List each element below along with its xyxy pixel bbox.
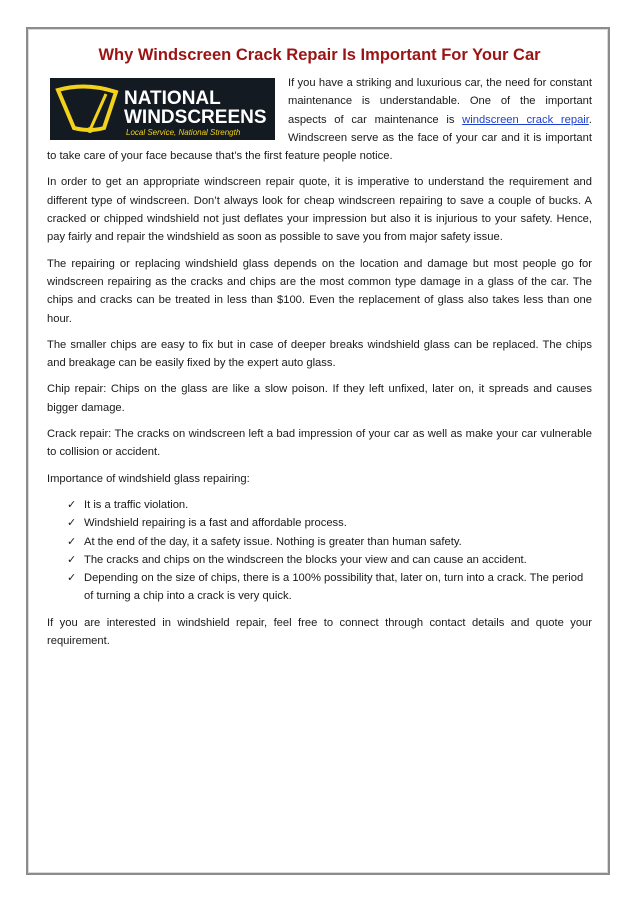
list-item: ✓ Depending on the size of chips, there is a 100% possibility that, later on, turn into a crack. The period of turning a chip into a crack is very quick.: [67, 569, 592, 606]
paragraph-crack-repair: Crack repair: The cracks on windscreen left a bad impression of your car as well as make your car vulnerable to collision or accident.: [47, 428, 592, 459]
intro-section: [47, 74, 592, 165]
list-item: ✓ It is a traffic violation.: [67, 496, 592, 514]
paragraph-importance-heading: Importance of windshield glass repairing:: [47, 472, 250, 485]
check-icon: ✓: [67, 498, 77, 511]
document-body: [47, 44, 592, 658]
paragraph-repair-vs-replace: The repairing or replacing windshield glass depends on the location and damage but most people go for windscreen repairing as the cracks and chips are the most common type damage in a glass of the car. The chips and cracks can be treated in less than $100. Even the replacement of glass also takes less than one hour.: [47, 257, 592, 325]
paragraph-closing: If you are interested in windshield repair, feel free to connect through contact details and quote your requirement.: [47, 616, 592, 648]
check-icon: ✓: [67, 553, 77, 566]
logo-line2: WINDSCREENS: [124, 107, 267, 128]
check-icon: ✓: [67, 517, 77, 530]
paragraph-smaller-chips: The smaller chips are easy to fix but in case of deeper breaks windshield glass can be replaced. The chips and breakage can be easily fixed by the expert auto glass.: [47, 338, 592, 370]
paragraph-chip-repair: Chip repair: Chips on the glass are like a slow poison. If they left unfixed, later on, it spreads and causes bigger damage.: [47, 383, 592, 414]
logo-line1: NATIONAL: [124, 88, 221, 109]
national-windscreens-logo: [50, 78, 275, 140]
list-item: ✓ The cracks and chips on the windscreen the blocks your view and can cause an accident.: [67, 551, 592, 569]
windscreen-crack-repair-link[interactable]: windscreen crack repair: [462, 113, 589, 126]
paragraph-quote: In order to get an appropriate windscreen repair quote, it is imperative to understand the requirement and different type of windscreen. Don’t always look for cheap windscreen repairing to save a couple of bucks. A cracked or chipped windshield not just deflates your impression but also it is injurious to your safety. Hence, pay fairly and repair the windshield as soon as possible to save you from major safety issue.: [47, 176, 592, 244]
list-item: ✓ Windshield repairing is a fast and affordable process.: [67, 514, 592, 532]
list-item: ✓ At the end of the day, it a safety issue. Nothing is greater than human safety.: [67, 533, 592, 551]
windscreen-wiper-icon: [50, 78, 275, 140]
intro-text-end: . Windscreen serve as the face of your car and it is important to take care of your face because that’s the first feature people notice.: [47, 113, 592, 163]
logo-tagline: Local Service, National Strength: [126, 128, 241, 137]
check-icon: ✓: [67, 572, 77, 585]
document-title: Why Windscreen Crack Repair Is Important For Your Car: [98, 46, 541, 64]
intro-text-start: If you have a striking and luxurious car, the need for constant maintenance is understandable. One of the important aspects of car maintenance is: [288, 77, 592, 126]
check-icon: ✓: [67, 535, 77, 548]
importance-checklist: [47, 496, 592, 606]
